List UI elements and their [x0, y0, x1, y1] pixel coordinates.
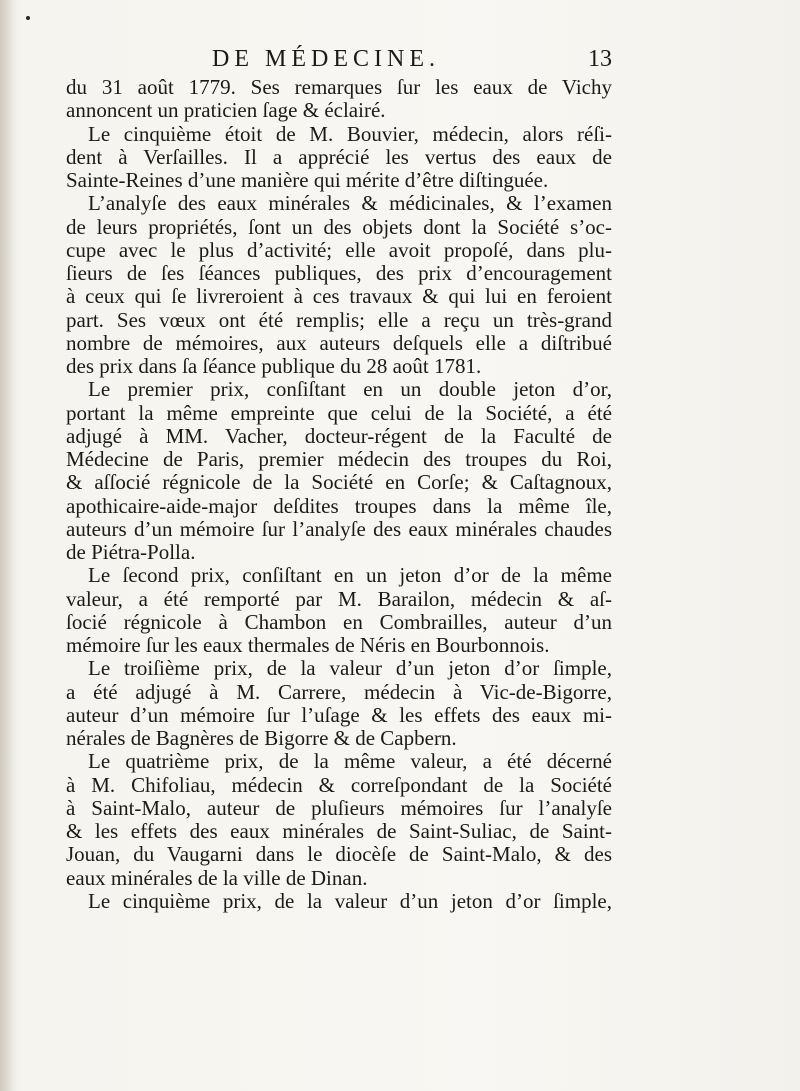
running-title: DE MÉDECINE. [212, 46, 440, 72]
text-line: & aſſocié régnicole de la Société en Corſe; & Caſtagnoux, [66, 470, 612, 495]
text-line: Jouan, du Vaugarni dans le diocèſe de Saint-Malo, & des [66, 842, 612, 867]
text-line: apothicaire-aide-major deſdites troupes dans la même île, [66, 493, 612, 518]
text-line: ſieurs de ſes ſéances publiques, des prix d’encouragement [66, 261, 612, 285]
text-line: dent à Verſailles. Il a apprécié les vertus des eaux de [66, 144, 612, 169]
binding-shadow [0, 0, 14, 1091]
text-line: adjugé à MM. Vacher, docteur-régent de la Faculté de [66, 423, 612, 448]
text-line: à M. Chifoliau, médecin & correſpondant de la Société [66, 772, 612, 797]
text-line: Le premier prix, conſiſtant en un double jeton d’or, [88, 377, 612, 402]
text-line: a été adjugé à M. Carrere, médecin à Vic-de-Bigorre, [66, 679, 612, 704]
text-line: nérales de Bagnères de Bigorre & de Capbern. [66, 726, 457, 750]
text-line: des prix dans ſa ſéance publique du 28 août 1781. [66, 354, 482, 378]
page-number: 13 [588, 46, 612, 72]
text-line: cupe avec le plus d’activité; elle avoit propoſé, dans plu- [66, 237, 612, 262]
text-line: portant la même empreinte que celui de la Société, a été [66, 400, 612, 425]
text-line: annoncent un praticien ſage & éclairé. [66, 98, 386, 123]
ink-speck [26, 16, 30, 20]
text-line: nombre de mémoires, aux auteurs deſquels elle a diſtribué [66, 330, 612, 355]
text-line: Le cinquième étoit de M. Bouvier, médecin, alors réſi- [88, 121, 612, 146]
text-line: Le cinquième prix, de la valeur d’un jeton d’or ſimple, [88, 888, 612, 913]
body-text [66, 76, 612, 913]
text-line: Médecine de Paris, premier médecin des troupes du Roi, [66, 447, 612, 471]
page-header [66, 46, 612, 78]
text-line: Le ſecond prix, conſiſtant en un jeton d’or de la même [88, 563, 612, 588]
text-line: Le troiſième prix, de la valeur d’un jeton d’or ſimple, [88, 656, 612, 681]
text-line: auteurs d’un mémoire ſur l’analyſe des eaux minérales chaudes [66, 516, 612, 541]
text-line: Le quatrième prix, de la même valeur, a été décerné [88, 749, 612, 774]
text-line: part. Ses vœux ont été remplis; elle a reçu un très-grand [66, 307, 612, 332]
text-line: de leurs propriétés, ſont un des objets dont la Société s’oc- [66, 214, 612, 239]
text-line: auteur d’un mémoire ſur l’uſage & les effets des eaux mi- [66, 702, 612, 727]
text-line: ſocié régnicole à Chambon en Combrailles, auteur d’un [66, 609, 612, 634]
text-line: à Saint-Malo, auteur de pluſieurs mémoires ſur l’analyſe [66, 795, 612, 820]
text-line: du 31 août 1779. Ses remarques ſur les eaux de Vichy [66, 75, 612, 99]
text-line: mémoire ſur les eaux thermales de Néris en Bourbonnois. [66, 633, 550, 657]
text-line: valeur, a été remporté par M. Barailon, médecin & aſ- [66, 586, 612, 611]
text-line: L’analyſe des eaux minérales & médicinales, & l’examen [88, 191, 612, 216]
text-line: Sainte-Reines d’une manière qui mérite d’être diſtinguée. [66, 168, 549, 192]
text-line: à ceux qui ſe livreroient à ces travaux & qui lui en feroient [66, 284, 612, 309]
text-line: de Piétra-Polla. [66, 540, 196, 564]
text-line: eaux minérales de la ville de Dinan. [66, 865, 368, 890]
text-line: & les effets des eaux minérales de Saint-Suliac, de Saint- [66, 819, 612, 843]
